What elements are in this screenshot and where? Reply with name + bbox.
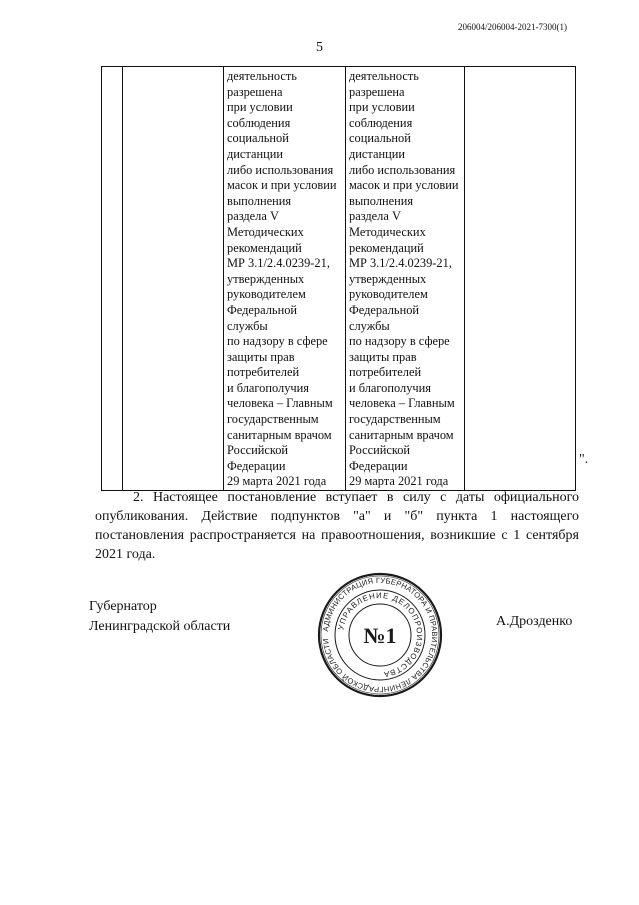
cell-line: социальной bbox=[227, 131, 289, 146]
cell-line: разрешена bbox=[349, 84, 405, 99]
table-cell-number bbox=[102, 67, 123, 491]
cell-line: защиты прав bbox=[349, 349, 417, 364]
cell-line: Федерации bbox=[227, 458, 286, 473]
effective-date-paragraph bbox=[95, 488, 579, 564]
cell-line: потребителей bbox=[227, 365, 300, 380]
cell-line: санитарным врачом bbox=[349, 427, 454, 442]
cell-line: руководителем bbox=[227, 287, 306, 302]
cell-line: либо использования bbox=[349, 162, 456, 177]
cell-line: рекомендаций bbox=[227, 240, 302, 255]
cell-line: масок и при условии bbox=[349, 178, 459, 193]
paragraph-text: 2. Настоящее постановление вступает в силу с даты официального опубликования. Действие подпунктов "а" и "б" пункта 1 настоящего постановления распространяется на правоотношения, возникшие с 1 сентября 2021 года. bbox=[95, 490, 579, 562]
cell-line: социальной bbox=[349, 131, 411, 146]
cell-line: масок и при условии bbox=[227, 178, 337, 193]
cell-line: деятельность bbox=[227, 69, 297, 83]
cell-line: разрешена bbox=[227, 84, 283, 99]
cell-line: МР 3.1/2.4.0239-21, bbox=[349, 256, 452, 271]
cell-line: службы bbox=[227, 318, 268, 333]
cell-line: государственным bbox=[227, 412, 319, 427]
cell-line: соблюдения bbox=[349, 115, 413, 130]
table-cell-condition-2 bbox=[346, 67, 465, 491]
cell-line: раздела V bbox=[227, 209, 279, 224]
cell-line: по надзору в сфере bbox=[227, 334, 328, 349]
cell-line: дистанции bbox=[349, 146, 406, 161]
document-id: 206004/206004-2021-7300(1) bbox=[458, 22, 567, 32]
cell-line: человека – Главным bbox=[349, 396, 455, 411]
cell-line: раздела V bbox=[349, 209, 401, 224]
cell-line: при условии bbox=[227, 100, 293, 115]
table-cell-condition-1 bbox=[224, 67, 346, 491]
stamp-outer-text: АДМИНИСТРАЦИЯ ГУБЕРНАТОРА И ПРАВИТЕЛЬСТВА ЛЕНИНГРАДСКОЙ ОБЛАСТИ bbox=[321, 575, 440, 695]
table-cell-notes bbox=[465, 67, 576, 491]
cell-line: Федеральной bbox=[227, 302, 298, 317]
cell-line: государственным bbox=[349, 412, 441, 427]
official-stamp bbox=[317, 572, 443, 698]
measures-table bbox=[101, 66, 576, 491]
cell-line: и благополучия bbox=[349, 380, 431, 395]
page-number: 5 bbox=[316, 40, 323, 55]
cell-line: защиты прав bbox=[227, 349, 295, 364]
cell-line: рекомендаций bbox=[349, 240, 424, 255]
cell-line: Методических bbox=[349, 224, 426, 239]
cell-line: потребителей bbox=[349, 365, 422, 380]
cell-line: Федеральной bbox=[349, 302, 420, 317]
cell-line: 29 марта 2021 года bbox=[349, 474, 449, 489]
condition-text-1 bbox=[224, 67, 345, 490]
cell-line: Российской bbox=[227, 443, 289, 458]
cell-line: человека – Главным bbox=[227, 396, 333, 411]
cell-line: утвержденных bbox=[349, 271, 427, 286]
cell-line: 29 марта 2021 года bbox=[227, 474, 327, 489]
cell-line: дистанции bbox=[227, 146, 284, 161]
signer-name: А.Дрозденко bbox=[496, 614, 573, 629]
cell-line: соблюдения bbox=[227, 115, 291, 130]
cell-line: либо использования bbox=[227, 162, 334, 177]
cell-line: выполнения bbox=[227, 193, 292, 208]
cell-line: Российской bbox=[349, 443, 411, 458]
cell-line: утвержденных bbox=[227, 271, 305, 286]
stamp-number: №1 bbox=[363, 623, 397, 648]
cell-line: при условии bbox=[349, 100, 415, 115]
table-cell-activity bbox=[123, 67, 224, 491]
cell-line: руководителем bbox=[349, 287, 428, 302]
table-row bbox=[102, 67, 576, 491]
cell-line: Методических bbox=[227, 224, 304, 239]
condition-text-2 bbox=[346, 67, 464, 490]
cell-line: выполнения bbox=[349, 193, 414, 208]
cell-line: Федерации bbox=[349, 458, 408, 473]
cell-line: санитарным врачом bbox=[227, 427, 332, 442]
signer-title-line-1: Губернатор bbox=[89, 599, 157, 614]
signer-title bbox=[89, 597, 230, 637]
cell-line: деятельность bbox=[349, 69, 419, 83]
cell-line: службы bbox=[349, 318, 390, 333]
stamp-inner-text: УПРАВЛЕНИЕ ДЕЛОПРОИЗВОДСТВА bbox=[336, 590, 425, 679]
cell-line: по надзору в сфере bbox=[349, 334, 450, 349]
cell-line: и благополучия bbox=[227, 380, 309, 395]
signer-title-line-2: Ленинградской области bbox=[89, 619, 231, 634]
closing-quote: ". bbox=[579, 452, 589, 467]
cell-line: МР 3.1/2.4.0239-21, bbox=[227, 256, 330, 271]
